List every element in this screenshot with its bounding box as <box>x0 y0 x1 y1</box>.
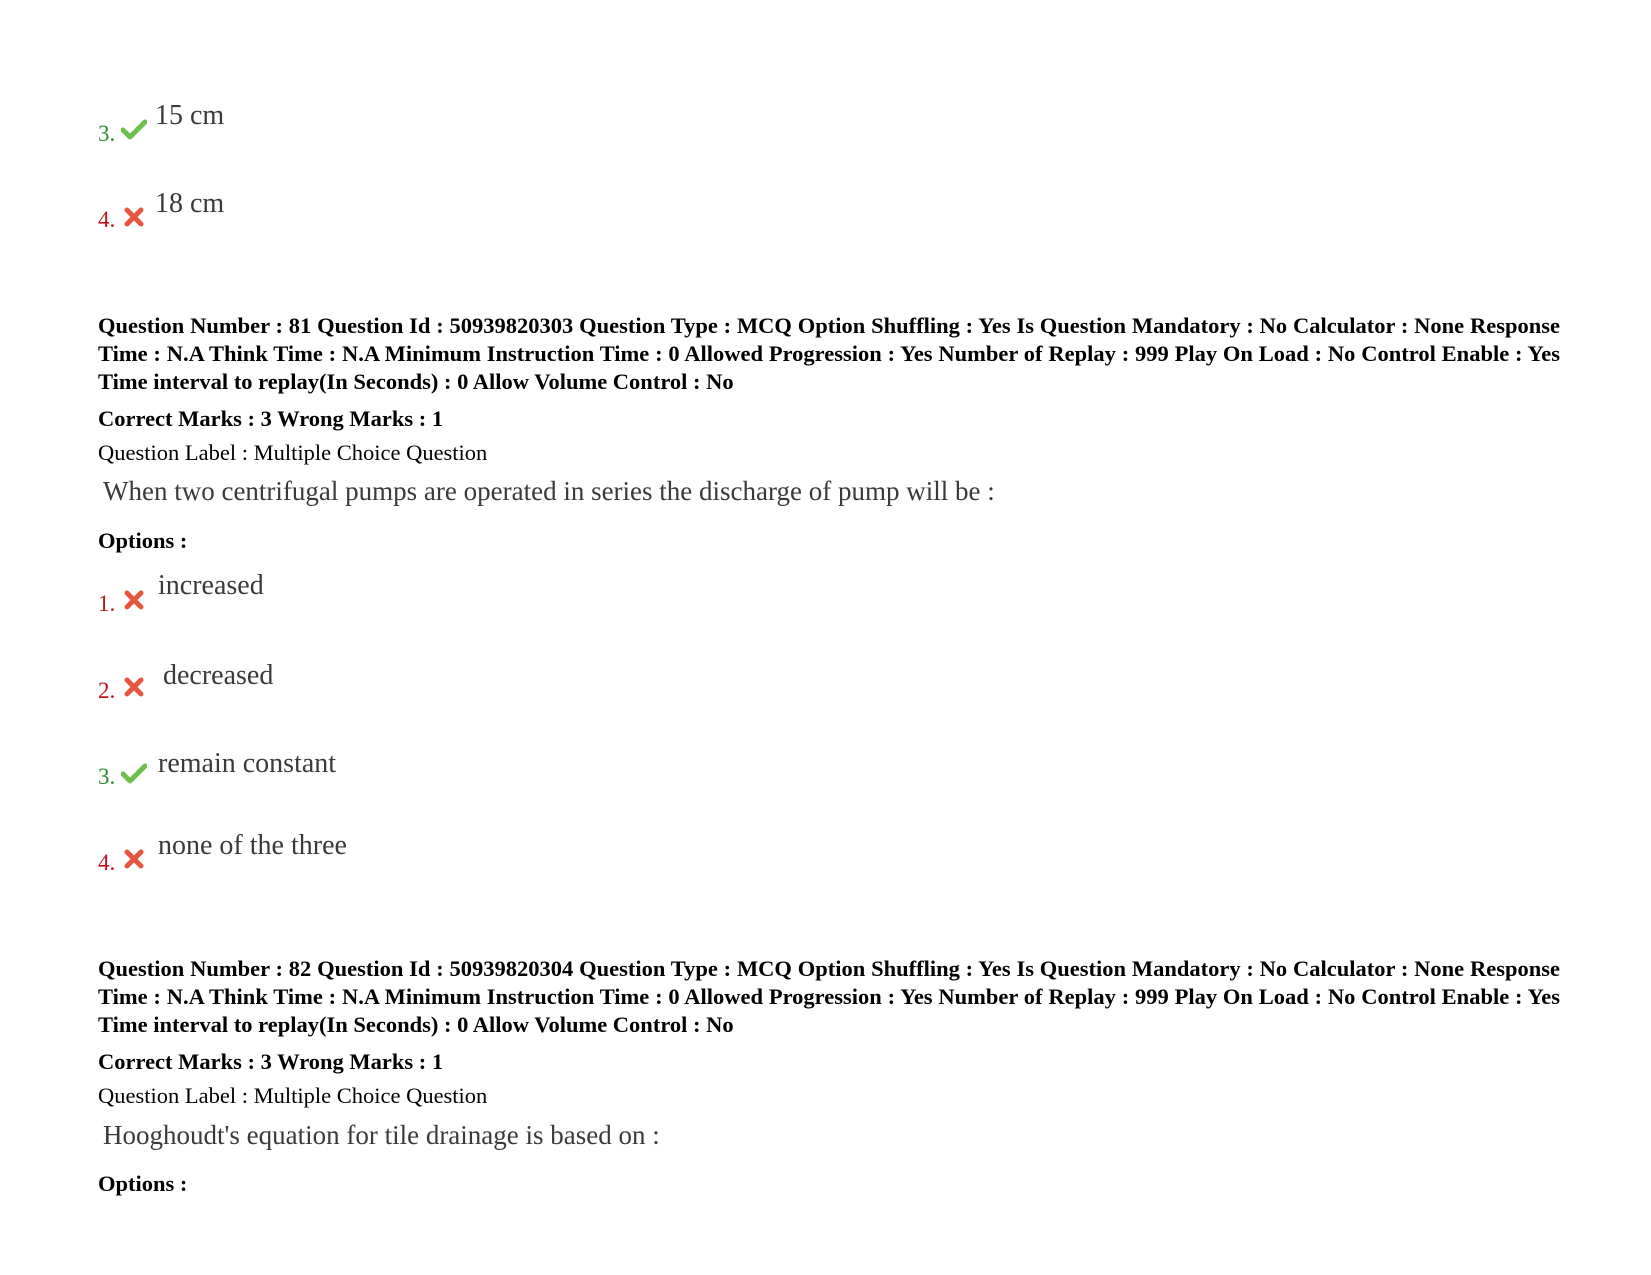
cross-icon <box>121 676 147 698</box>
option-number: 4. <box>98 207 116 232</box>
cross-icon <box>121 206 147 228</box>
option-number: 2. <box>98 678 116 703</box>
question-label: Question Label : Multiple Choice Question <box>98 440 488 465</box>
check-icon <box>121 762 147 784</box>
options-heading: Options : <box>98 1171 188 1196</box>
options-heading: Options : <box>98 528 188 553</box>
question-label: Question Label : Multiple Choice Question <box>98 1083 488 1108</box>
cross-icon <box>121 589 147 611</box>
question-marks: Correct Marks : 3 Wrong Marks : 1 <box>98 1049 444 1074</box>
question-text: When two centrifugal pumps are operated in series the discharge of pump will be : <box>103 476 995 506</box>
option-number: 3. <box>98 764 116 789</box>
question-meta: Question Number : 81 Question Id : 50939820303 Question Type : MCQ Option Shuffling : Yes Is Question Mandatory : No Calculator : None Response Time : N.A Think Time : N.A Minimum Instruction Time : 0 Allowed Progression : Yes Number of Replay : 999 Play On Load : No Control Enable : Yes Time interval to replay(In Seconds) : 0 Allow Volume Control : No <box>98 313 1560 394</box>
option-text: increased <box>158 570 264 601</box>
option-text: remain constant <box>158 748 337 779</box>
question-meta: Question Number : 82 Question Id : 50939820304 Question Type : MCQ Option Shuffling : Yes Is Question Mandatory : No Calculator : None Response Time : N.A Think Time : N.A Minimum Instruction Time : 0 Allowed Progression : Yes Number of Replay : 999 Play On Load : No Control Enable : Yes Time interval to replay(In Seconds) : 0 Allow Volume Control : No <box>98 956 1560 1037</box>
option-number: 4. <box>98 850 116 875</box>
cross-icon <box>121 848 147 870</box>
question-text: Hooghoudt's equation for tile drainage is based on : <box>103 1120 660 1150</box>
option-text: 18 cm <box>155 188 225 219</box>
option-text: 15 cm <box>155 100 225 131</box>
question-marks: Correct Marks : 3 Wrong Marks : 1 <box>98 406 444 431</box>
option-number: 3. <box>98 121 116 146</box>
option-number: 1. <box>98 591 116 616</box>
check-icon <box>121 118 147 140</box>
option-text: none of the three <box>158 830 347 861</box>
option-text: decreased <box>163 660 274 691</box>
